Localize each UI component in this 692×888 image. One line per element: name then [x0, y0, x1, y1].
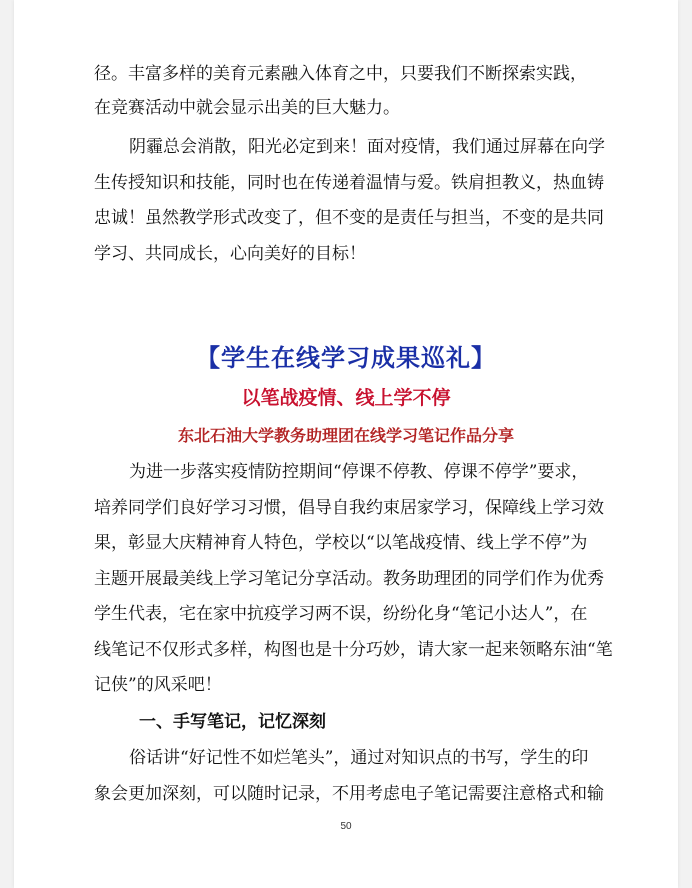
paragraph-section-line-1: 俗话讲“好记性不如烂笔头”，通过对知识点的书写，学生的印	[129, 748, 589, 768]
paragraph-top-line-1: 径。丰富多样的美育元素融入体育之中，只要我们不断探索实践，	[94, 64, 587, 84]
paragraph-intro-line-2: 培养同学们良好学习习惯，倡导自我约束居家学习，保障线上学习效	[94, 498, 604, 518]
document-page	[14, 0, 678, 888]
section-heading: 一、手写笔记，记忆深刻	[139, 712, 326, 732]
paragraph-intro-line-7: 记侠”的风采吧！	[94, 675, 222, 695]
paragraph-intro-line-6: 线笔记不仅形式多样，构图也是十分巧妙，请大家一起来领略东油“笔	[94, 640, 613, 660]
paragraph-intro-line-5: 学生代表，宅在家中抗疫学习两不误，纷纷化身“笔记小达人”，在	[94, 604, 588, 624]
paragraph-top-line-2: 在竞赛活动中就会显示出美的巨大魅力。	[94, 98, 400, 118]
page-number: 50	[340, 821, 352, 832]
paragraph-intro-line-1: 为进一步落实疫情防控期间“停课不停教、停课不停学”要求，	[129, 462, 589, 482]
paragraph-intro-line-4: 主题开展最美线上学习笔记分享活动。教务助理团的同学们作为优秀	[94, 569, 604, 589]
paragraph-closing-line-4: 学习、共同成长，心向美好的目标！	[94, 244, 366, 264]
paragraph-closing-line-3: 忠诚！虽然教学形式改变了，但不变的是责任与担当，不变的是共同	[94, 208, 604, 228]
section-subtitle-secondary: 东北石油大学教务助理团在线学习笔记作品分享	[177, 426, 514, 445]
paragraph-intro-line-3: 果，彰显大庆精神育人特色，学校以“以笔战疫情、线上学不停”为	[94, 533, 588, 553]
section-subtitle: 以笔战疫情、线上学不停	[241, 387, 451, 409]
paragraph-closing-line-2: 生传授知识和技能，同时也在传递着温情与爱。铁肩担教义，热血铸	[94, 173, 604, 193]
section-title: 【学生在线学习成果巡礼】	[196, 344, 496, 372]
paragraph-closing-line-1: 阴霾总会消散，阳光必定到来！面对疫情，我们通过屏幕在向学	[129, 137, 605, 157]
paragraph-section-line-2: 象会更加深刻，可以随时记录，不用考虑电子笔记需要注意格式和输	[94, 784, 604, 804]
